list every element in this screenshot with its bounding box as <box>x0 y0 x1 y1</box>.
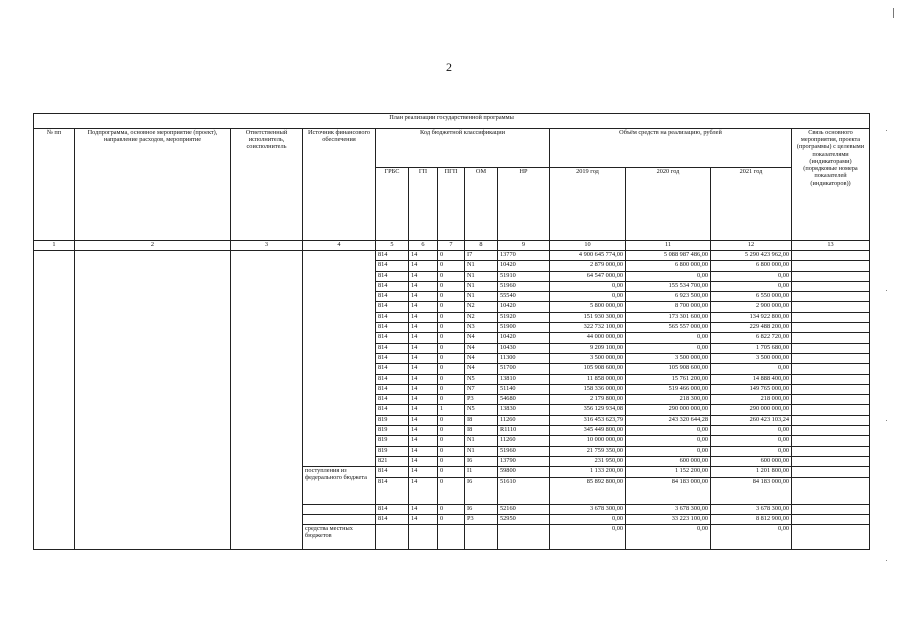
table-cell: P3 <box>465 395 498 405</box>
table-cell: 51920 <box>498 312 550 322</box>
table-cell: 0 <box>438 302 465 312</box>
source-cell <box>303 514 376 524</box>
header-volume: Объём средств на реализацию, рублей <box>550 129 792 168</box>
source-cell <box>303 504 376 514</box>
table-cell: 8 700 000,00 <box>626 302 711 312</box>
table-cell: 0,00 <box>711 436 792 446</box>
table-cell: 14 <box>409 477 438 504</box>
table-cell: 814 <box>376 292 409 302</box>
table-cell: 0 <box>438 514 465 524</box>
link-cell <box>792 302 870 312</box>
table-cell: 3 500 000,00 <box>550 353 626 363</box>
table-cell: 814 <box>376 504 409 514</box>
scan-dot <box>886 560 887 561</box>
table-cell: 5 088 987 486,00 <box>626 251 711 261</box>
table-cell: 13830 <box>498 405 550 415</box>
table-cell: 0 <box>438 292 465 302</box>
table-cell: N1 <box>465 261 498 271</box>
column-number: 13 <box>792 241 870 251</box>
table-cell: 0 <box>438 323 465 333</box>
table-cell: 814 <box>376 261 409 271</box>
table-cell: N1 <box>465 292 498 302</box>
table-cell: N5 <box>465 374 498 384</box>
link-cell <box>792 271 870 281</box>
table-cell: 519 466 000,00 <box>626 384 711 394</box>
table-cell: 819 <box>376 426 409 436</box>
table-cell: 51900 <box>498 323 550 333</box>
executor-cell <box>231 251 303 550</box>
table-cell: 814 <box>376 384 409 394</box>
table-cell: 3 500 000,00 <box>711 353 792 363</box>
table-cell: 14 <box>409 514 438 524</box>
table-cell: 14 <box>409 292 438 302</box>
link-cell <box>792 477 870 504</box>
table-cell: I6 <box>465 504 498 514</box>
header-2020: 2020 год <box>626 168 711 241</box>
table-cell: 0 <box>438 364 465 374</box>
table-cell: P3 <box>465 514 498 524</box>
table-cell: 814 <box>376 353 409 363</box>
column-number: 11 <box>626 241 711 251</box>
link-cell <box>792 415 870 425</box>
table-cell: N1 <box>465 271 498 281</box>
num-cell <box>34 251 75 550</box>
table-cell: 14 <box>409 426 438 436</box>
table-cell: 134 922 800,00 <box>711 312 792 322</box>
link-cell <box>792 384 870 394</box>
table-cell: 0,00 <box>626 333 711 343</box>
table-cell: 814 <box>376 271 409 281</box>
link-cell <box>792 395 870 405</box>
table-cell: I6 <box>465 477 498 504</box>
table-cell: 0 <box>438 395 465 405</box>
header-executor: Ответственный исполнитель, соисполнитель <box>231 129 303 241</box>
table-cell: 14 <box>409 364 438 374</box>
table-cell: 51610 <box>498 477 550 504</box>
table-cell: N4 <box>465 353 498 363</box>
table-cell <box>438 525 465 550</box>
table-cell: 3 678 300,00 <box>711 504 792 514</box>
table-cell: 218 300,00 <box>626 395 711 405</box>
table-cell: 105 908 600,00 <box>626 364 711 374</box>
table-cell: 14 <box>409 333 438 343</box>
table-cell: 14 <box>409 281 438 291</box>
table-cell: 64 547 000,00 <box>550 271 626 281</box>
table-cell: 14 <box>409 405 438 415</box>
table-cell: 5 290 423 962,00 <box>711 251 792 261</box>
header-2021: 2021 год <box>711 168 792 241</box>
table-cell: 0 <box>438 353 465 363</box>
table-cell <box>376 525 409 550</box>
table-cell: 11300 <box>498 353 550 363</box>
table-row <box>34 251 870 261</box>
table-cell: 229 488 200,00 <box>711 323 792 333</box>
page-number: 2 <box>446 60 452 74</box>
table-cell: 52950 <box>498 514 550 524</box>
header-grbs: ГРБС <box>376 168 409 241</box>
table-cell: 149 765 000,00 <box>711 384 792 394</box>
table-cell: 44 000 000,00 <box>550 333 626 343</box>
link-cell <box>792 251 870 261</box>
table-cell: 814 <box>376 323 409 333</box>
table-cell: 6 550 000,00 <box>711 292 792 302</box>
table-cell: 14 <box>409 436 438 446</box>
table-cell: 2 879 000,00 <box>550 261 626 271</box>
link-cell <box>792 436 870 446</box>
table-cell: 10420 <box>498 333 550 343</box>
table-cell: 0 <box>438 504 465 514</box>
link-cell <box>792 261 870 271</box>
link-cell <box>792 374 870 384</box>
table-cell: 14 <box>409 374 438 384</box>
table-cell: 2 179 800,00 <box>550 395 626 405</box>
table-cell: 10 000 000,00 <box>550 436 626 446</box>
table-cell: 0,00 <box>626 446 711 456</box>
table-cell: 54680 <box>498 395 550 405</box>
table-cell: 0,00 <box>626 271 711 281</box>
table-cell: 11 858 000,00 <box>550 374 626 384</box>
table-cell: 0,00 <box>626 436 711 446</box>
table-cell: 243 320 644,28 <box>626 415 711 425</box>
table-cell: 0,00 <box>626 525 711 550</box>
table-cell: 819 <box>376 415 409 425</box>
table-cell: 85 892 800,00 <box>550 477 626 504</box>
table-cell: 0,00 <box>711 271 792 281</box>
link-cell <box>792 281 870 291</box>
table-cell: 231 950,00 <box>550 456 626 466</box>
table-cell: 814 <box>376 514 409 524</box>
table-cell: 814 <box>376 364 409 374</box>
table-cell: 322 732 100,00 <box>550 323 626 333</box>
table-cell: N4 <box>465 364 498 374</box>
table-cell: I1 <box>465 467 498 477</box>
table-cell: 51140 <box>498 384 550 394</box>
link-cell <box>792 364 870 374</box>
table-cell: 33 223 100,00 <box>626 514 711 524</box>
column-number: 8 <box>465 241 498 251</box>
table-cell: 0,00 <box>711 446 792 456</box>
table-cell: N2 <box>465 302 498 312</box>
scan-dot <box>886 290 887 291</box>
table-cell: R1110 <box>498 426 550 436</box>
table-cell: 0,00 <box>711 426 792 436</box>
column-number: 9 <box>498 241 550 251</box>
link-cell <box>792 514 870 524</box>
table-cell: 600 000,00 <box>711 456 792 466</box>
column-number: 10 <box>550 241 626 251</box>
scan-dot <box>886 130 887 131</box>
table-cell: 260 423 103,24 <box>711 415 792 425</box>
link-cell <box>792 525 870 550</box>
table-cell: N5 <box>465 405 498 415</box>
link-cell <box>792 426 870 436</box>
table-cell: 14 <box>409 384 438 394</box>
column-number: 3 <box>231 241 303 251</box>
table-cell: 52160 <box>498 504 550 514</box>
table-cell: 0 <box>438 426 465 436</box>
header-pgp: ПГП <box>438 168 465 241</box>
table-cell: 814 <box>376 477 409 504</box>
subprogram-cell <box>75 251 231 550</box>
header-gp: ГП <box>409 168 438 241</box>
table-cell: 1 152 200,00 <box>626 467 711 477</box>
table-cell: 14 <box>409 271 438 281</box>
table-cell: 9 209 100,00 <box>550 343 626 353</box>
table-cell: 0 <box>438 281 465 291</box>
table-cell: 0 <box>438 343 465 353</box>
table-cell: 51700 <box>498 364 550 374</box>
column-number: 7 <box>438 241 465 251</box>
scan-dot <box>886 420 887 421</box>
table-cell: 814 <box>376 467 409 477</box>
table-cell: 0,00 <box>626 426 711 436</box>
table-cell: 218 000,00 <box>711 395 792 405</box>
table-cell: 3 500 000,00 <box>626 353 711 363</box>
link-cell <box>792 353 870 363</box>
table-cell: 0 <box>438 456 465 466</box>
source-cell <box>303 251 376 467</box>
table-cell: 814 <box>376 333 409 343</box>
table-cell: 819 <box>376 446 409 456</box>
table-cell: 14 <box>409 323 438 333</box>
table-cell: 11260 <box>498 436 550 446</box>
header-link: Связь основного мероприятия, проекта (программы) с целевыми показателями (индикаторами) (порядковые номера показателей (индикаторов)) <box>792 129 870 241</box>
table-cell: 8 812 900,00 <box>711 514 792 524</box>
table-cell: 3 678 300,00 <box>550 504 626 514</box>
table-cell: 14 <box>409 353 438 363</box>
table-cell: 0 <box>438 415 465 425</box>
table-cell: 565 557 000,00 <box>626 323 711 333</box>
table-cell: I7 <box>465 251 498 261</box>
table-cell: 814 <box>376 312 409 322</box>
table-cell: 1 705 680,00 <box>711 343 792 353</box>
table-cell: 0 <box>438 374 465 384</box>
table-cell: 814 <box>376 302 409 312</box>
table-cell: 0,00 <box>711 364 792 374</box>
edge-mark <box>893 8 894 18</box>
table-title: План реализации государственной программы <box>34 114 870 129</box>
table-cell: 6 822 720,00 <box>711 333 792 343</box>
table-cell: N3 <box>465 323 498 333</box>
column-number: 2 <box>75 241 231 251</box>
table-cell: 51910 <box>498 271 550 281</box>
table-cell: 105 908 600,00 <box>550 364 626 374</box>
table-cell <box>409 525 438 550</box>
table-cell: 3 678 300,00 <box>626 504 711 514</box>
table-cell: N4 <box>465 333 498 343</box>
table-cell: 345 449 800,00 <box>550 426 626 436</box>
table-cell: 14 <box>409 395 438 405</box>
table-cell: 14 <box>409 251 438 261</box>
table-cell: 290 000 000,00 <box>626 405 711 415</box>
table-cell: 814 <box>376 395 409 405</box>
table-cell: 158 336 000,00 <box>550 384 626 394</box>
table-cell: 814 <box>376 405 409 415</box>
link-cell <box>792 333 870 343</box>
table-cell: 59800 <box>498 467 550 477</box>
link-cell <box>792 312 870 322</box>
table-cell: 0 <box>438 251 465 261</box>
table-cell: 13810 <box>498 374 550 384</box>
table-cell: 0 <box>438 436 465 446</box>
table-cell: N7 <box>465 384 498 394</box>
link-cell <box>792 456 870 466</box>
table-cell: 14 <box>409 456 438 466</box>
table-cell: 0,00 <box>550 292 626 302</box>
header-num: № пп <box>34 129 75 241</box>
table-cell: 151 930 300,00 <box>550 312 626 322</box>
header-subprogram: Подпрограмма, основное мероприятие (проект), направление расходов, мероприятие <box>75 129 231 241</box>
table-cell: 290 000 000,00 <box>711 405 792 415</box>
column-number: 4 <box>303 241 376 251</box>
table-cell: 1 <box>438 405 465 415</box>
table-cell: 814 <box>376 251 409 261</box>
header-2019: 2019 год <box>550 168 626 241</box>
table-cell: 2 900 000,00 <box>711 302 792 312</box>
table-cell: 14 <box>409 415 438 425</box>
table-cell: 155 534 700,00 <box>626 281 711 291</box>
link-cell <box>792 405 870 415</box>
link-cell <box>792 446 870 456</box>
table-cell: 600 000,00 <box>626 456 711 466</box>
table-cell: 0,00 <box>711 525 792 550</box>
table-cell: N1 <box>465 281 498 291</box>
table-cell: 1 133 200,00 <box>550 467 626 477</box>
link-cell <box>792 504 870 514</box>
column-number: 12 <box>711 241 792 251</box>
table-cell: 6 923 500,00 <box>626 292 711 302</box>
table-cell: 51960 <box>498 281 550 291</box>
table-cell: 0,00 <box>626 343 711 353</box>
table-cell: 55540 <box>498 292 550 302</box>
table-cell: 814 <box>376 281 409 291</box>
table-cell: N2 <box>465 312 498 322</box>
table-cell: 0 <box>438 384 465 394</box>
table-cell: 14 <box>409 467 438 477</box>
table-cell: 10420 <box>498 261 550 271</box>
column-number: 1 <box>34 241 75 251</box>
table-cell: 84 183 000,00 <box>711 477 792 504</box>
column-number: 6 <box>409 241 438 251</box>
table-cell: 0,00 <box>550 525 626 550</box>
header-source: Источник финансового обеспечения <box>303 129 376 241</box>
source-federal-label: поступления из федерального бюджета <box>303 467 376 504</box>
table-cell: 0 <box>438 261 465 271</box>
table-cell: 15 761 200,00 <box>626 374 711 384</box>
header-nr: НР <box>498 168 550 241</box>
table-cell: 814 <box>376 343 409 353</box>
table-cell: I8 <box>465 415 498 425</box>
table-cell: 14 <box>409 261 438 271</box>
table-cell: 11260 <box>498 415 550 425</box>
table-cell: 356 129 934,08 <box>550 405 626 415</box>
table-cell <box>498 525 550 550</box>
header-om: ОМ <box>465 168 498 241</box>
table-cell: 6 800 000,00 <box>626 261 711 271</box>
table-cell: 1 201 800,00 <box>711 467 792 477</box>
table-cell: 0,00 <box>550 514 626 524</box>
table-cell: 14 <box>409 504 438 514</box>
table-cell: 13770 <box>498 251 550 261</box>
table-cell: 14 888 400,00 <box>711 374 792 384</box>
column-number: 5 <box>376 241 409 251</box>
table-cell: 10420 <box>498 302 550 312</box>
table-cell: I8 <box>465 426 498 436</box>
table-cell: 819 <box>376 436 409 446</box>
table-cell: 0,00 <box>711 281 792 291</box>
table-cell: I6 <box>465 456 498 466</box>
link-cell <box>792 467 870 477</box>
table-cell <box>465 525 498 550</box>
table-cell: 84 183 000,00 <box>626 477 711 504</box>
table-cell: 814 <box>376 374 409 384</box>
link-cell <box>792 292 870 302</box>
link-cell <box>792 343 870 353</box>
table-cell: 14 <box>409 302 438 312</box>
table-cell: N1 <box>465 446 498 456</box>
table-cell: 0 <box>438 467 465 477</box>
table-cell: 173 301 600,00 <box>626 312 711 322</box>
table-cell: 10430 <box>498 343 550 353</box>
table-cell: 0,00 <box>550 281 626 291</box>
table-cell: 13790 <box>498 456 550 466</box>
program-plan-table <box>33 113 870 550</box>
source-local-label: средства местных бюджетов <box>303 525 376 550</box>
table-cell: 821 <box>376 456 409 466</box>
table-cell: 6 800 000,00 <box>711 261 792 271</box>
header-kbk: Код бюджетной классификации <box>376 129 550 168</box>
table-cell: N4 <box>465 343 498 353</box>
table-cell: 0 <box>438 446 465 456</box>
table-cell: 4 900 645 774,00 <box>550 251 626 261</box>
link-cell <box>792 323 870 333</box>
table-cell: 0 <box>438 477 465 504</box>
table-cell: 0 <box>438 333 465 343</box>
table-cell: N1 <box>465 436 498 446</box>
table-cell: 14 <box>409 312 438 322</box>
table-cell: 21 759 350,00 <box>550 446 626 456</box>
table-cell: 51960 <box>498 446 550 456</box>
table-cell: 5 800 000,00 <box>550 302 626 312</box>
table-cell: 0 <box>438 312 465 322</box>
table-cell: 316 453 623,79 <box>550 415 626 425</box>
table-cell: 14 <box>409 343 438 353</box>
table-cell: 0 <box>438 271 465 281</box>
table-cell: 14 <box>409 446 438 456</box>
